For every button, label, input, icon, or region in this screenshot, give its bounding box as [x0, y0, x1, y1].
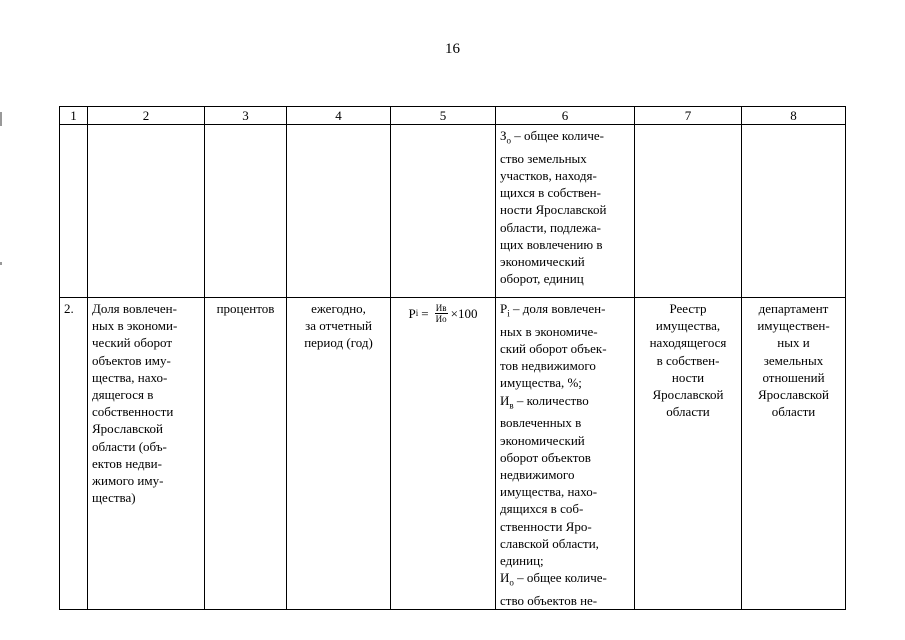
header-cell: 1 [60, 107, 88, 125]
responsible-cell: департамент имуществен- ных и земельных отношений Ярославской области [742, 298, 846, 610]
table-row [60, 125, 846, 298]
header-cell: 4 [287, 107, 391, 125]
table-row [60, 298, 846, 610]
row-number-cell: 2. [60, 298, 88, 610]
variable-description-cell: $З_о$ – общее количе- ство земельных участков, находя- щихся в собствен- ности Ярославской области, подлежа- щих вовлечению в экономический оборот, единиц [496, 125, 635, 298]
scan-edge-mark [0, 262, 2, 265]
table-cell [635, 125, 742, 298]
page-number: 16 [445, 41, 460, 57]
table-cell [391, 125, 496, 298]
table-cell [742, 125, 846, 298]
header-cell: 5 [391, 107, 496, 125]
fraction: $\frac{Ив}{Ио}$ [435, 303, 447, 324]
variable-description-cell: $P_i$ – доля вовлечен- ных в экономиче- ский оборот объек- тов недвижимого имущества, %; $И_в$ – количество вовлеченных в экономический оборот объектов недвижимого имущества, нахо- дящихся в соб- ственности Яро- славской области, единиц; $И_о$ – общее количе- ство объектов не- [496, 298, 635, 610]
formula-cell [391, 298, 496, 610]
table-header-row [60, 107, 846, 125]
header-cell: 7 [635, 107, 742, 125]
table-cell [287, 125, 391, 298]
table-cell [88, 125, 205, 298]
table-cell [205, 125, 287, 298]
indicator-name-cell: Доля вовлечен- ных в экономи- ческий оборот объектов иму- щества, нахо- дящегося в собственности Ярославской области (объ- ектов недви- жимого иму- щества) [88, 298, 205, 610]
period-cell: ежегодно, за отчетный период (год) [287, 298, 391, 610]
header-cell: 6 [496, 107, 635, 125]
header-cell: 2 [88, 107, 205, 125]
unit-cell: процентов [205, 298, 287, 610]
data-source-cell: Реестр имущества, находящегося в собствен- ности Ярославской области [635, 298, 742, 610]
indicator-table [59, 106, 846, 610]
header-cell: 3 [205, 107, 287, 125]
scan-edge-mark [0, 112, 2, 126]
table-cell [60, 125, 88, 298]
header-cell: 8 [742, 107, 846, 125]
formula: P i = $\frac{Ив}{Ио}$ ×100 [408, 303, 478, 324]
